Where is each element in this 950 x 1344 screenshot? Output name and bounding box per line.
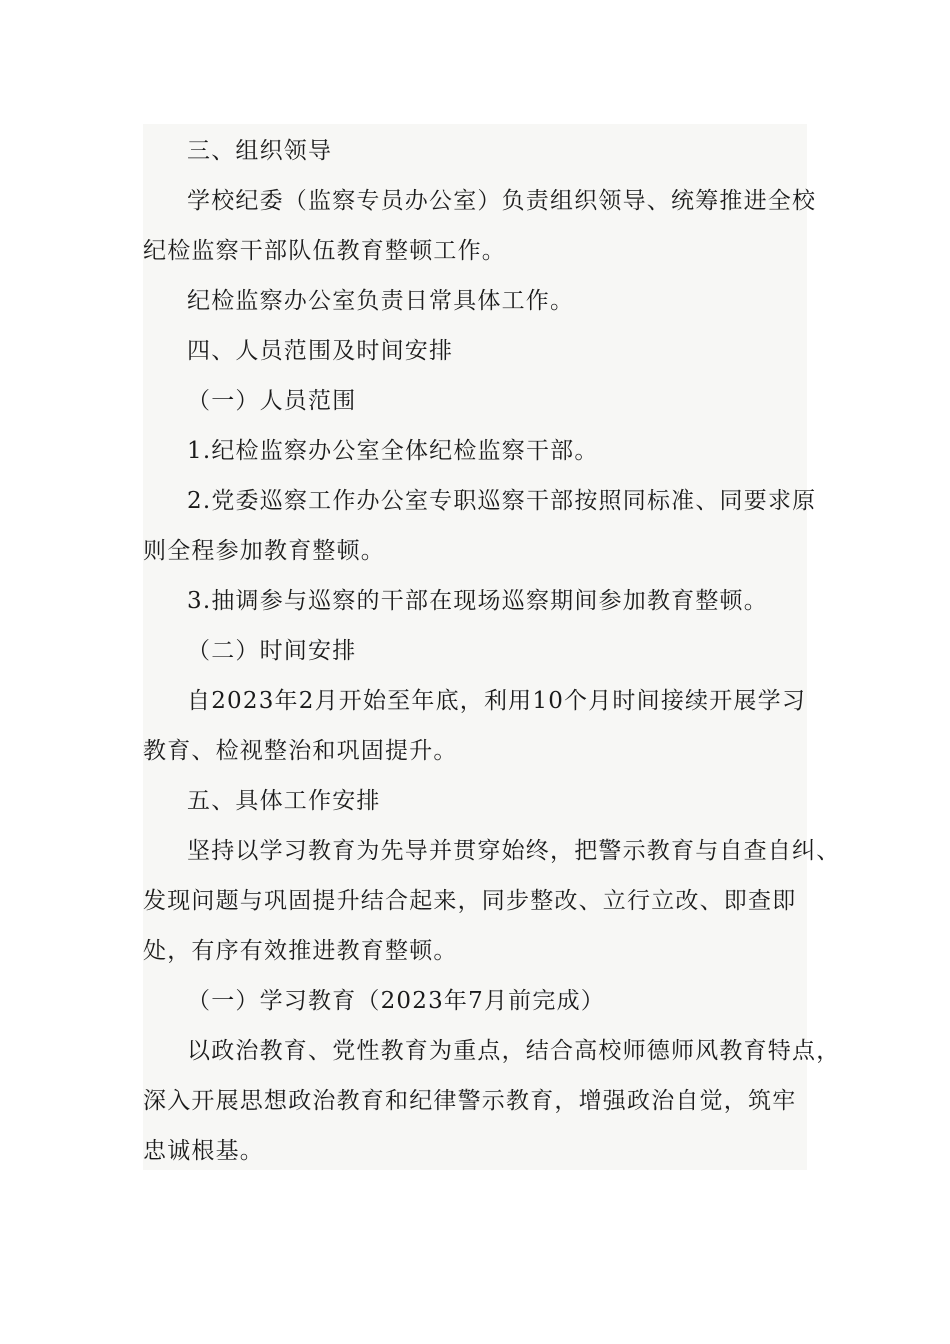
text-line: 深入开展思想政治教育和纪律警示教育，增强政治自觉，筑牢: [143, 1088, 797, 1114]
text-line: 教育、检视整治和巩固提升。: [143, 738, 458, 764]
text-line: 1.纪检监察办公室全体纪检监察干部。: [187, 438, 599, 464]
text-line: 处，有序有效推进教育整顿。: [143, 938, 458, 964]
paragraph-study-focus: [143, 1026, 841, 1176]
text-line: 学校纪委（监察专员办公室）负责组织领导、统筹推进全校: [187, 188, 817, 214]
list-item-1: [143, 426, 807, 476]
text-line: 五、具体工作安排: [187, 788, 381, 814]
list-item-3: [143, 576, 807, 626]
subheading-personnel-scope: [143, 376, 807, 426]
text-line: （一）人员范围: [187, 388, 357, 414]
heading-section-5: [143, 776, 807, 826]
text-line: 忠诚根基。: [143, 1138, 264, 1164]
text-line: 四、人员范围及时间安排: [187, 338, 454, 364]
text-line: 2.党委巡察工作办公室专职巡察干部按照同标准、同要求原: [187, 488, 817, 514]
list-item-2: [143, 476, 817, 576]
paragraph-office-duty: [143, 276, 807, 326]
heading-section-3: [143, 126, 807, 176]
paragraph-schedule: [143, 676, 807, 776]
text-line: 纪检监察办公室负责日常具体工作。: [187, 288, 575, 314]
text-line: （一）学习教育（2023年7月前完成）: [187, 988, 605, 1014]
paragraph-work-approach: [143, 826, 841, 976]
text-line: 3.抽调参与巡察的干部在现场巡察期间参加教育整顿。: [187, 588, 768, 614]
paragraph-leadership: [143, 176, 817, 276]
document-page: [143, 124, 841, 1170]
text-line: 自2023年2月开始至年底，利用10个月时间接续开展学习: [187, 688, 807, 714]
subheading-time-arrangement: [143, 626, 807, 676]
heading-section-4: [143, 326, 807, 376]
text-line: 坚持以学习教育为先导并贯穿始终，把警示教育与自查自纠、: [187, 838, 841, 864]
subheading-study-education: [143, 976, 807, 1026]
text-line: 纪检监察干部队伍教育整顿工作。: [143, 238, 506, 264]
text-line: 以政治教育、党性教育为重点，结合高校师德师风教育特点，: [187, 1038, 841, 1064]
text-line: （二）时间安排: [187, 638, 357, 664]
text-line: 则全程参加教育整顿。: [143, 538, 385, 564]
text-line: 发现问题与巩固提升结合起来，同步整改、立行立改、即查即: [143, 888, 797, 914]
text-line: 三、组织领导: [187, 138, 333, 164]
